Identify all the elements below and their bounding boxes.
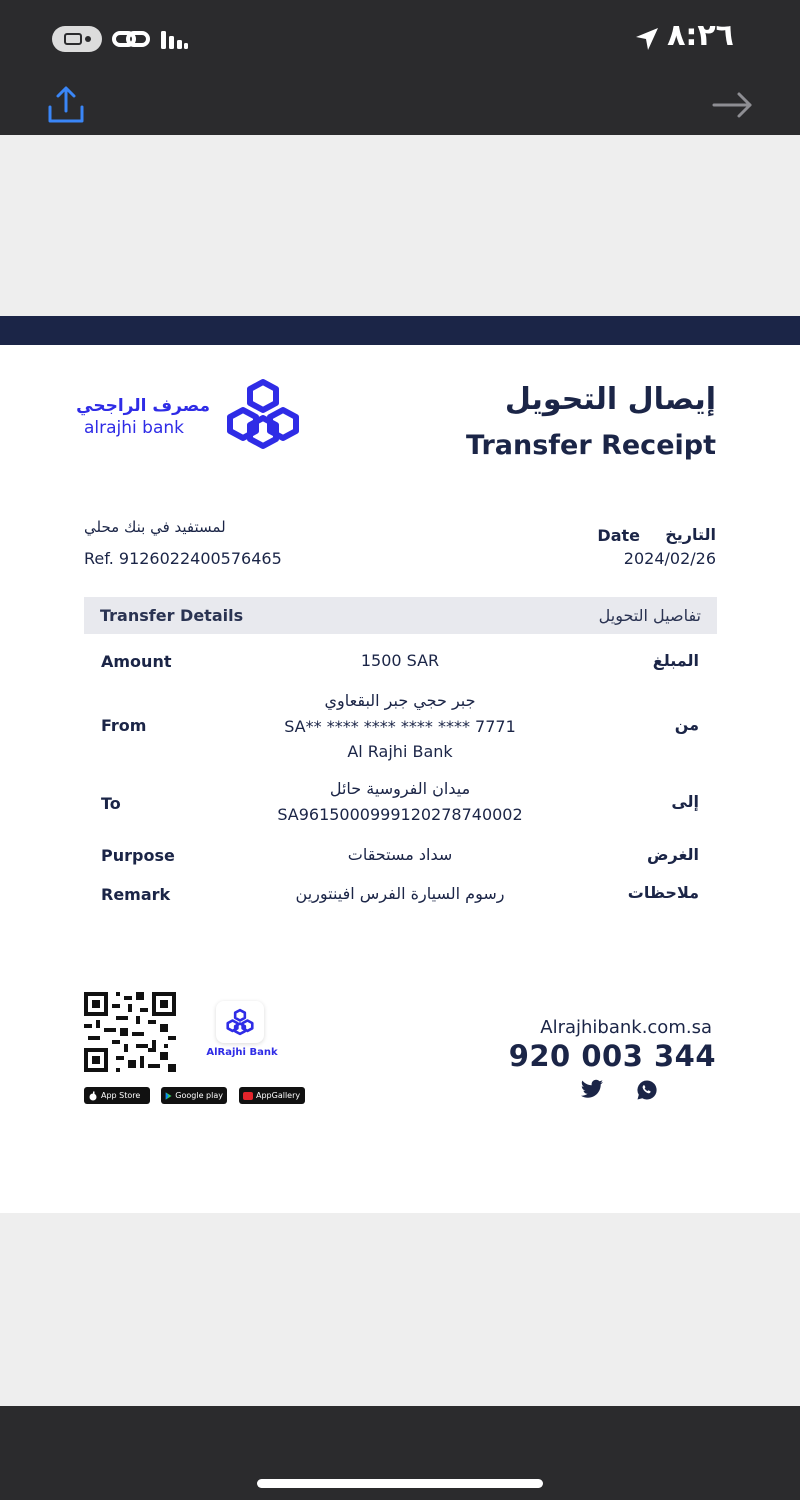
website-link[interactable]: Alrajhibank.com.sa (540, 1017, 712, 1038)
amount-label-arabic: المبلغ (652, 651, 699, 670)
home-indicator[interactable] (257, 1479, 543, 1488)
from-label-arabic: من (674, 715, 699, 734)
phone-number[interactable]: 920 003 344 (508, 1039, 716, 1073)
location-arrow-icon (634, 26, 660, 52)
app-gallery-badge[interactable] (239, 1087, 305, 1104)
purpose-label: Purpose (101, 846, 175, 865)
app-store-badge[interactable] (84, 1087, 150, 1104)
from-bank: Al Rajhi Bank (347, 742, 453, 761)
amount-value: 1500 SAR (360, 651, 440, 670)
bottom-bar (0, 1406, 800, 1500)
beneficiary-type: لمستفيد في بنك محلي (84, 518, 226, 536)
receipt-title-arabic: إيصال التحويل (504, 382, 716, 417)
app-name: AlRajhi Bank (206, 1047, 278, 1058)
date-label-arabic: التاريخ (665, 525, 716, 544)
remark-value: رسوم السيارة الفرس افينتورين (295, 884, 505, 903)
details-header-label-arabic: تفاصيل التحويل (598, 606, 701, 625)
remark-label: Remark (101, 885, 171, 904)
screen-recording-icon (52, 26, 102, 52)
app-gallery-label: AppGallery (256, 1091, 301, 1100)
app-store-label: App Store (101, 1091, 141, 1100)
bank-name-arabic: مصرف الراجحي (76, 396, 210, 416)
receipt-title: Transfer Receipt (466, 430, 716, 461)
status-indicators (52, 26, 188, 52)
reference-number: Ref. 9126022400576465 (84, 549, 282, 568)
google-play-label: Google play (175, 1091, 223, 1100)
app-icon[interactable] (216, 1001, 264, 1043)
qr-code[interactable] (84, 992, 176, 1072)
to-iban: SA9615000999120278740002 (277, 805, 523, 824)
date-label: Date (597, 526, 640, 545)
share-icon[interactable] (44, 83, 88, 127)
to-label-arabic: إلى (671, 792, 699, 811)
from-account: SA** **** **** **** **** 7771 (284, 717, 516, 736)
receipt-header-band (0, 316, 800, 345)
apple-icon (88, 1091, 98, 1101)
bank-logo-mark-icon (220, 378, 306, 450)
forward-arrow-icon[interactable] (710, 85, 754, 125)
from-label: From (101, 716, 147, 735)
whatsapp-icon[interactable] (636, 1079, 658, 1101)
from-name: جبر حجي جبر البقعاوي (324, 691, 476, 710)
status-bar (0, 0, 800, 75)
twitter-icon[interactable] (580, 1079, 604, 1101)
bank-logo (76, 378, 306, 450)
google-play-badge[interactable] (161, 1087, 227, 1104)
link-icon (112, 28, 150, 50)
date-value: 2024/02/26 (623, 549, 716, 568)
to-name: ميدان الفروسية حائل (329, 779, 471, 798)
bank-name-english: alrajhi bank (84, 418, 184, 438)
to-label: To (101, 794, 121, 813)
purpose-label-arabic: الغرض (647, 845, 699, 864)
amount-label: Amount (101, 652, 172, 671)
signal-icon (160, 29, 188, 49)
google-play-icon (165, 1091, 172, 1101)
status-time: ٨:٢٦ (667, 18, 734, 53)
purpose-value: سداد مستحقات (347, 845, 453, 864)
remark-label-arabic: ملاحظات (627, 883, 699, 902)
huawei-icon (243, 1091, 253, 1101)
details-header-label: Transfer Details (100, 606, 244, 625)
bank-logo-mark-icon (224, 1008, 256, 1036)
viewer-toolbar (0, 75, 800, 135)
transfer-details-header (84, 597, 717, 634)
